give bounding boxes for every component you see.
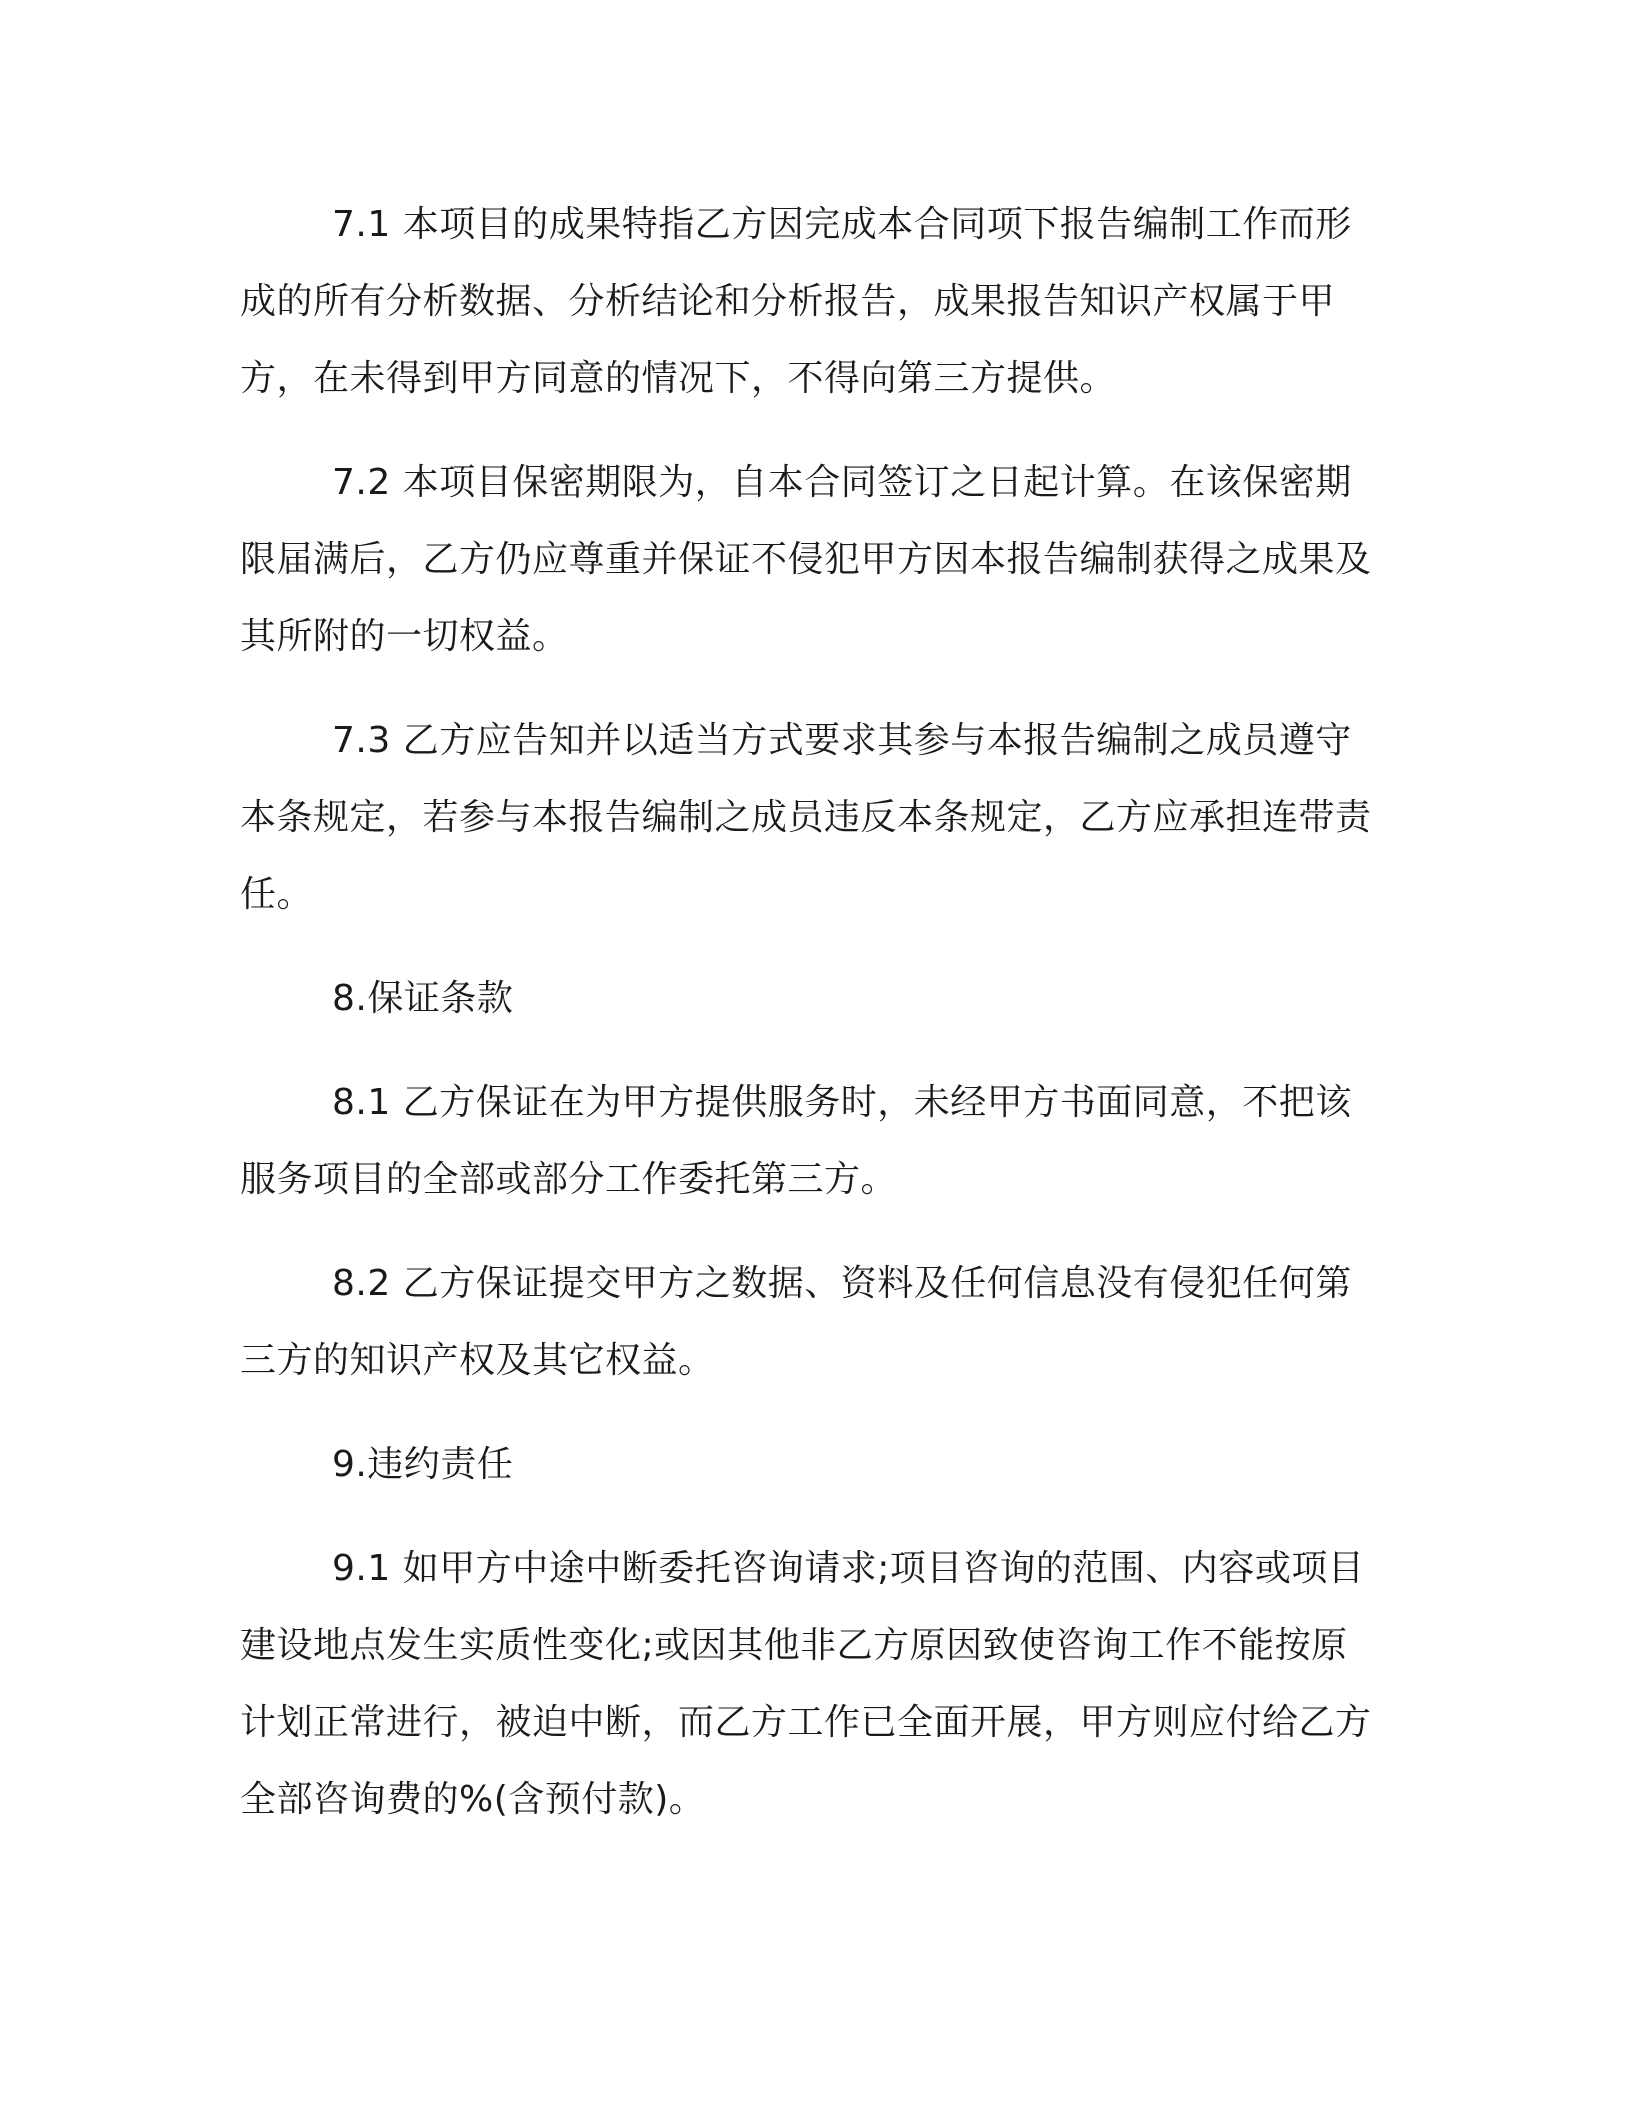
section-9-heading: 9.违约责任 [332,1444,514,1485]
section-8-heading: 8.保证条款 [332,978,514,1019]
document-page [240,186,1380,1838]
clause-9-1: 9.1 如甲方中途中断委托咨询请求;项目咨询的范围、内容或项目建设地点发生实质性变化;或因其他非乙方原因致使咨询工作不能按原计划正常进行，被迫中断，而乙方工作已全面开展，甲方则应付给乙方全部咨询费的%(含预付款)。 [240,1548,1372,1820]
clause-8-1: 8.1 乙方保证在为甲方提供服务时，未经甲方书面同意，不把该服务项目的全部或部分工作委托第三方。 [240,1082,1352,1200]
clause-7-2: 7.2 本项目保密期限为，自本合同签订之日起计算。在该保密期限届满后，乙方仍应尊重并保证不侵犯甲方因本报告编制获得之成果及其所附的一切权益。 [240,462,1372,657]
clause-7-1: 7.1 本项目的成果特指乙方因完成本合同项下报告编制工作而形成的所有分析数据、分析结论和分析报告，成果报告知识产权属于甲方，在未得到甲方同意的情况下，不得向第三方提供。 [240,204,1352,399]
clause-8-2: 8.2 乙方保证提交甲方之数据、资料及任何信息没有侵犯任何第三方的知识产权及其它权益。 [240,1263,1352,1381]
clause-7-3: 7.3 乙方应告知并以适当方式要求其参与本报告编制之成员遵守本条规定，若参与本报告编制之成员违反本条规定，乙方应承担连带责任。 [240,720,1372,915]
